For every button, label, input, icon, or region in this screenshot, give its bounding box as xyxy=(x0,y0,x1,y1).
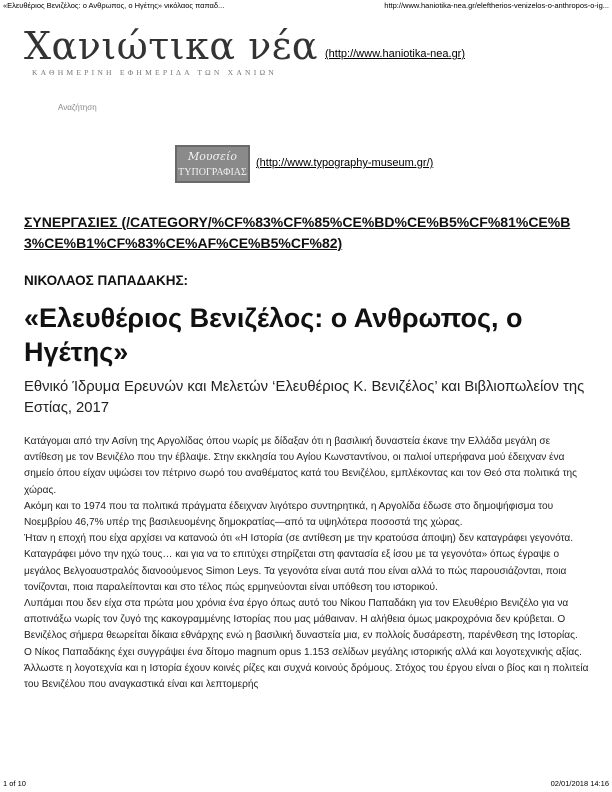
page-number: 1 of 10 xyxy=(3,779,26,788)
masthead-tagline: ΚΑΘΗΜΕΡΙΝΗ ΕΦΗΜΕΡΙΔΑ ΤΩΝ ΧΑΝΙΩΝ xyxy=(32,68,277,77)
print-header-url: http://www.haniotika-nea.gr/eleftherios-venizelos-o-anthropos-o-ig... xyxy=(384,1,609,10)
masthead-logo[interactable] xyxy=(24,26,324,81)
museum-logo-bottom: ΤΥΠΟΓΡΑΦΙΑΣ xyxy=(178,167,247,178)
print-footer xyxy=(3,779,609,789)
article-paragraph: Λυπάμαι που δεν είχα στα πρώτα μου χρόνια ένα έργο όπως αυτό του Νίκου Παπαδάκη για τον Ελευθέριο Βενιζέλο για να αποτινάξω νωρίς τον ζυγό της κακογραμμένης Ιστορίας που μας μάθαιναν. Η αλήθεια όμως μακροχρόνια δεν κρύβεται. Ο Βενιζέλος σήμερα θεωρείται δίκαια εθνάρχης ενώ η βασιλική δυναστεία μια, εν πολλοίς δυσάρεστη, παρένθεση της Ιστορίας. xyxy=(24,598,578,642)
article-paragraph: Ο Νίκος Παπαδάκης έχει συγγράψει ένα δίτομο magnum opus 1.153 σελίδων μεγάλης ιστορικής αλλά και λογοτεχνικής αξίας. Άλλωστε η λογοτεχνία και η Ιστορία έχουν κοινές ρίζες και συχνά κοινούς δρόμους. Στόχος του έργου είναι ο βίος και η πολιτεία του Βενιζέλου που αναγκαστικά είναι και λεπτομερής xyxy=(24,646,589,691)
article-subtitle: Εθνικό Ίδρυμα Ερευνών και Μελετών ‘Ελευθέριος Κ. Βενιζέλος’ και Βιβλιοπωλείον της Εστίας, 2017 xyxy=(24,379,585,416)
print-header xyxy=(3,1,609,12)
category-link[interactable]: ΣΥΝΕΡΓΑΣΙΕΣ (/CATEGORY/%CF%83%CF%85%CE%BD%CE%B5%CF%81%CE%B3%CE%B1%CF%83%CE%AF%CE%B5%CF%82) xyxy=(24,214,571,251)
museum-link[interactable]: (http://www.typography-museum.gr/) xyxy=(256,157,434,169)
print-date: 02/01/2018 14:16 xyxy=(550,779,609,788)
article-author: ΝΙΚΟΛΑΟΣ ΠΑΠΑΔΑΚΗΣ: xyxy=(24,273,189,288)
print-header-title: «Ελευθέριος Βενιζέλος: ο Ανθρωπος, ο Ηγέτης» νικόλαος παπαδ... xyxy=(3,1,225,10)
museum-logo-top: Μουσείο xyxy=(188,150,237,163)
article-title: «Ελευθέριος Βενιζέλος: ο Ανθρωπος, ο Ηγέτης» xyxy=(24,303,523,367)
article-paragraph: Ήταν η εποχή που είχα αρχίσει να κατανοώ ότι «Η Ιστορία (σε αντίθεση με την κρατούσα άποψη) δεν καταγράφει γεγονότα. Καταγράφει μόνο την ηχώ τους… και για να το επιτύχει στηρίζεται στη φαντασία εξ ίσου με τα γεγονότα» όπως έγραψε ο μεγάλος Βελγοαυστραλός διανοούμενος Simon Leys. Τα γεγονότα είναι αυτά που είναι αλλά το πώς παρουσιάζονται, ποια τονίζονται, ποια παραλείπονται και στο τέλος πώς ερμηνεύονται είναι υπόθεση του ιστορικού. xyxy=(24,533,574,593)
masthead-name: Χανιώτικα νέα xyxy=(24,24,319,68)
article-paragraph: Κατάγομαι από την Ασίνη της Αργολίδας όπου νωρίς με δίδαξαν ότι η βασιλική δυναστεία έκανε την Ελλάδα μεγάλη σε αντίθεση με τον Βενιζέλο που την έβλαψε. Στην εκκλησία του Αγίου Κωνσταντίνου, οι παλιοί υπερήφανα μού έδειχναν ένα σημείο όπου είχαν υψώσει τον πέτρινο σωρό του αναθέματος κατά του Βενιζέλου, εμπλέκοντας και τον Θεό στα πολιτικά της χώρας. xyxy=(24,436,578,496)
article-paragraph: Ακόμη και το 1974 που τα πολιτικά πράγματα έδειχναν λιγότερο συντηρητικά, η Αργολίδα έδωσε στο δημοψήφισμα του Νοεμβρίου 46,7% υπέρ της βασιλευομένης δημοκρατίας—από τα υψηλότερα ποσοστά της χώρας. xyxy=(24,500,554,529)
search-label[interactable]: Αναζήτηση xyxy=(58,103,97,112)
museum-logo-icon[interactable] xyxy=(175,145,250,183)
article-body xyxy=(24,434,590,693)
masthead-link[interactable]: (http://www.haniotika-nea.gr) xyxy=(325,48,466,60)
